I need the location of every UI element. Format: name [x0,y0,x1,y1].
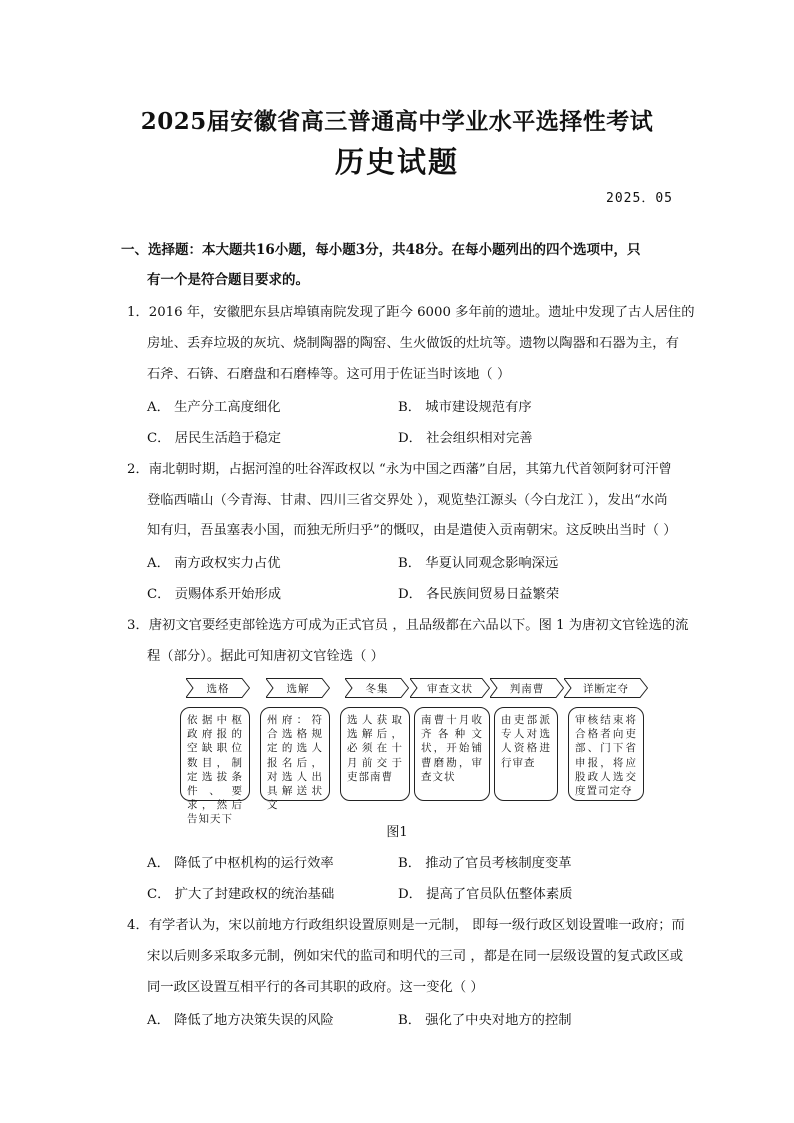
exam-title: 2025届安徽省高三普通高中学业水平选择性考试 [140,108,654,135]
flow-step: 选解 [266,678,330,698]
flow-step: 详断定夺 [564,678,648,698]
q1-stem-line: 房址、丢弃垃圾的灰坑、烧制陶器的陶窑、生火做饭的灶坑等。遗物以陶器和石器为主，有 [147,336,679,351]
q2-stem-line: 知有归，吾虽塞表小国，而独无所归乎”的慨叹，由是遣使入贡南朝宋。这反映出当时（ ） [147,523,677,538]
q4-stem-line: 同一政区设置互相平行的各司其职的政府。这一变化（ ） [147,980,484,995]
q2-option-c: C． 贡赐体系开始形成 [147,587,282,602]
q4-option-b: B． 强化了中央对地方的控制 [398,1013,572,1028]
q1-option-d: D． 社会组织相对完善 [398,431,533,446]
q2-stem-line: 2．南北朝时期，占据河湟的吐谷浑政权以 “永为中国之西藩”自居，其第九代首领阿豺可汗曾 [127,462,672,477]
flow-step: 冬集 [345,678,409,698]
exam-date: 2025．05 [606,191,673,206]
q2-option-b: B． 华夏认同观念影响深远 [398,556,559,571]
q4-stem-line: 4．有学者认为，宋以前地方行政组织设置原则是一元制， 即每一级行政区划设置唯一政府；而 [127,918,685,933]
q3-option-c: C． 扩大了封建政权的统治基础 [147,887,335,902]
figure-caption: 图1 [386,825,408,840]
q1-option-a: A． 生产分工高度细化 [147,400,281,415]
section-heading-cont: 有一个是符合题目要求的。 [147,272,309,288]
q1-stem-line: 石斧、石锛、石磨盘和石磨棒等。这可用于佐证当时该地（ ） [147,367,511,382]
q4-option-a: A． 降低了地方决策失误的风险 [147,1013,334,1028]
flow-detail: 州府：符合选格规定的选人报名后，对选人出具解送状文 [260,707,330,801]
flow-detail: 依据中枢政府报的空缺职位数目，制定选拔条件、要求，然后告知天下 [180,707,250,801]
q2-stem-line: 登临西喵山（今青海、甘肃、四川三省交界处 ），观览垫江源头（今白龙江 ），发出“水尚 [147,493,668,508]
flow-detail: 选人获取选解后，必须在十月前交于吏部南曹 [340,707,410,801]
subject-title: 历史试题 [334,145,459,179]
flow-step: 判南曹 [490,678,564,698]
q1-option-c: C． 居民生活趋于稳定 [147,431,282,446]
flow-detail: 南曹十月收齐各种文状，开始铺曹磨勘，审查文状 [414,707,490,801]
selection-flowchart [178,678,648,826]
flow-detail: 审核结束将合格者向吏部、门下省申报，将应股政人选交度置司定夺 [568,707,644,801]
q3-stem-line: 3．唐初文官要经吏部铨选方可成为正式官员 ，且品级都在六品以下。图 1 为唐初文官铨选的流 [127,618,689,633]
flow-detail: 由吏部派专人对选人资格进行审查 [494,707,558,801]
section-heading: 一、选择题：本大题共16小题，每小题3分，共48分。在每小题列出的四个选项中，只 [121,242,641,258]
q3-option-d: D． 提高了官员队伍整体素质 [398,887,573,902]
flow-step: 选格 [186,678,250,698]
flow-step: 审查文状 [410,678,490,698]
q3-option-b: B． 推动了官员考核制度变革 [398,856,572,871]
q1-stem-line: 1．2016 年，安徽肥东县店埠镇南院发现了距今 6000 多年前的遗址。遗址中发现了古人居住的 [127,305,695,320]
q1-option-b: B． 城市建设规范有序 [398,400,532,415]
q3-stem-line: 程（部分）。据此可知唐初文官铨选（ ） [147,649,384,664]
q4-stem-line: 宋以后则多采取多元制，例如宋代的监司和明代的三司 ，都是在同一层级设置的复式政区或 [147,949,684,964]
q3-option-a: A． 降低了中枢机构的运行效率 [147,856,334,871]
q2-option-a: A． 南方政权实力占优 [147,556,281,571]
q2-option-d: D． 各民族间贸易日益繁荣 [398,587,560,602]
